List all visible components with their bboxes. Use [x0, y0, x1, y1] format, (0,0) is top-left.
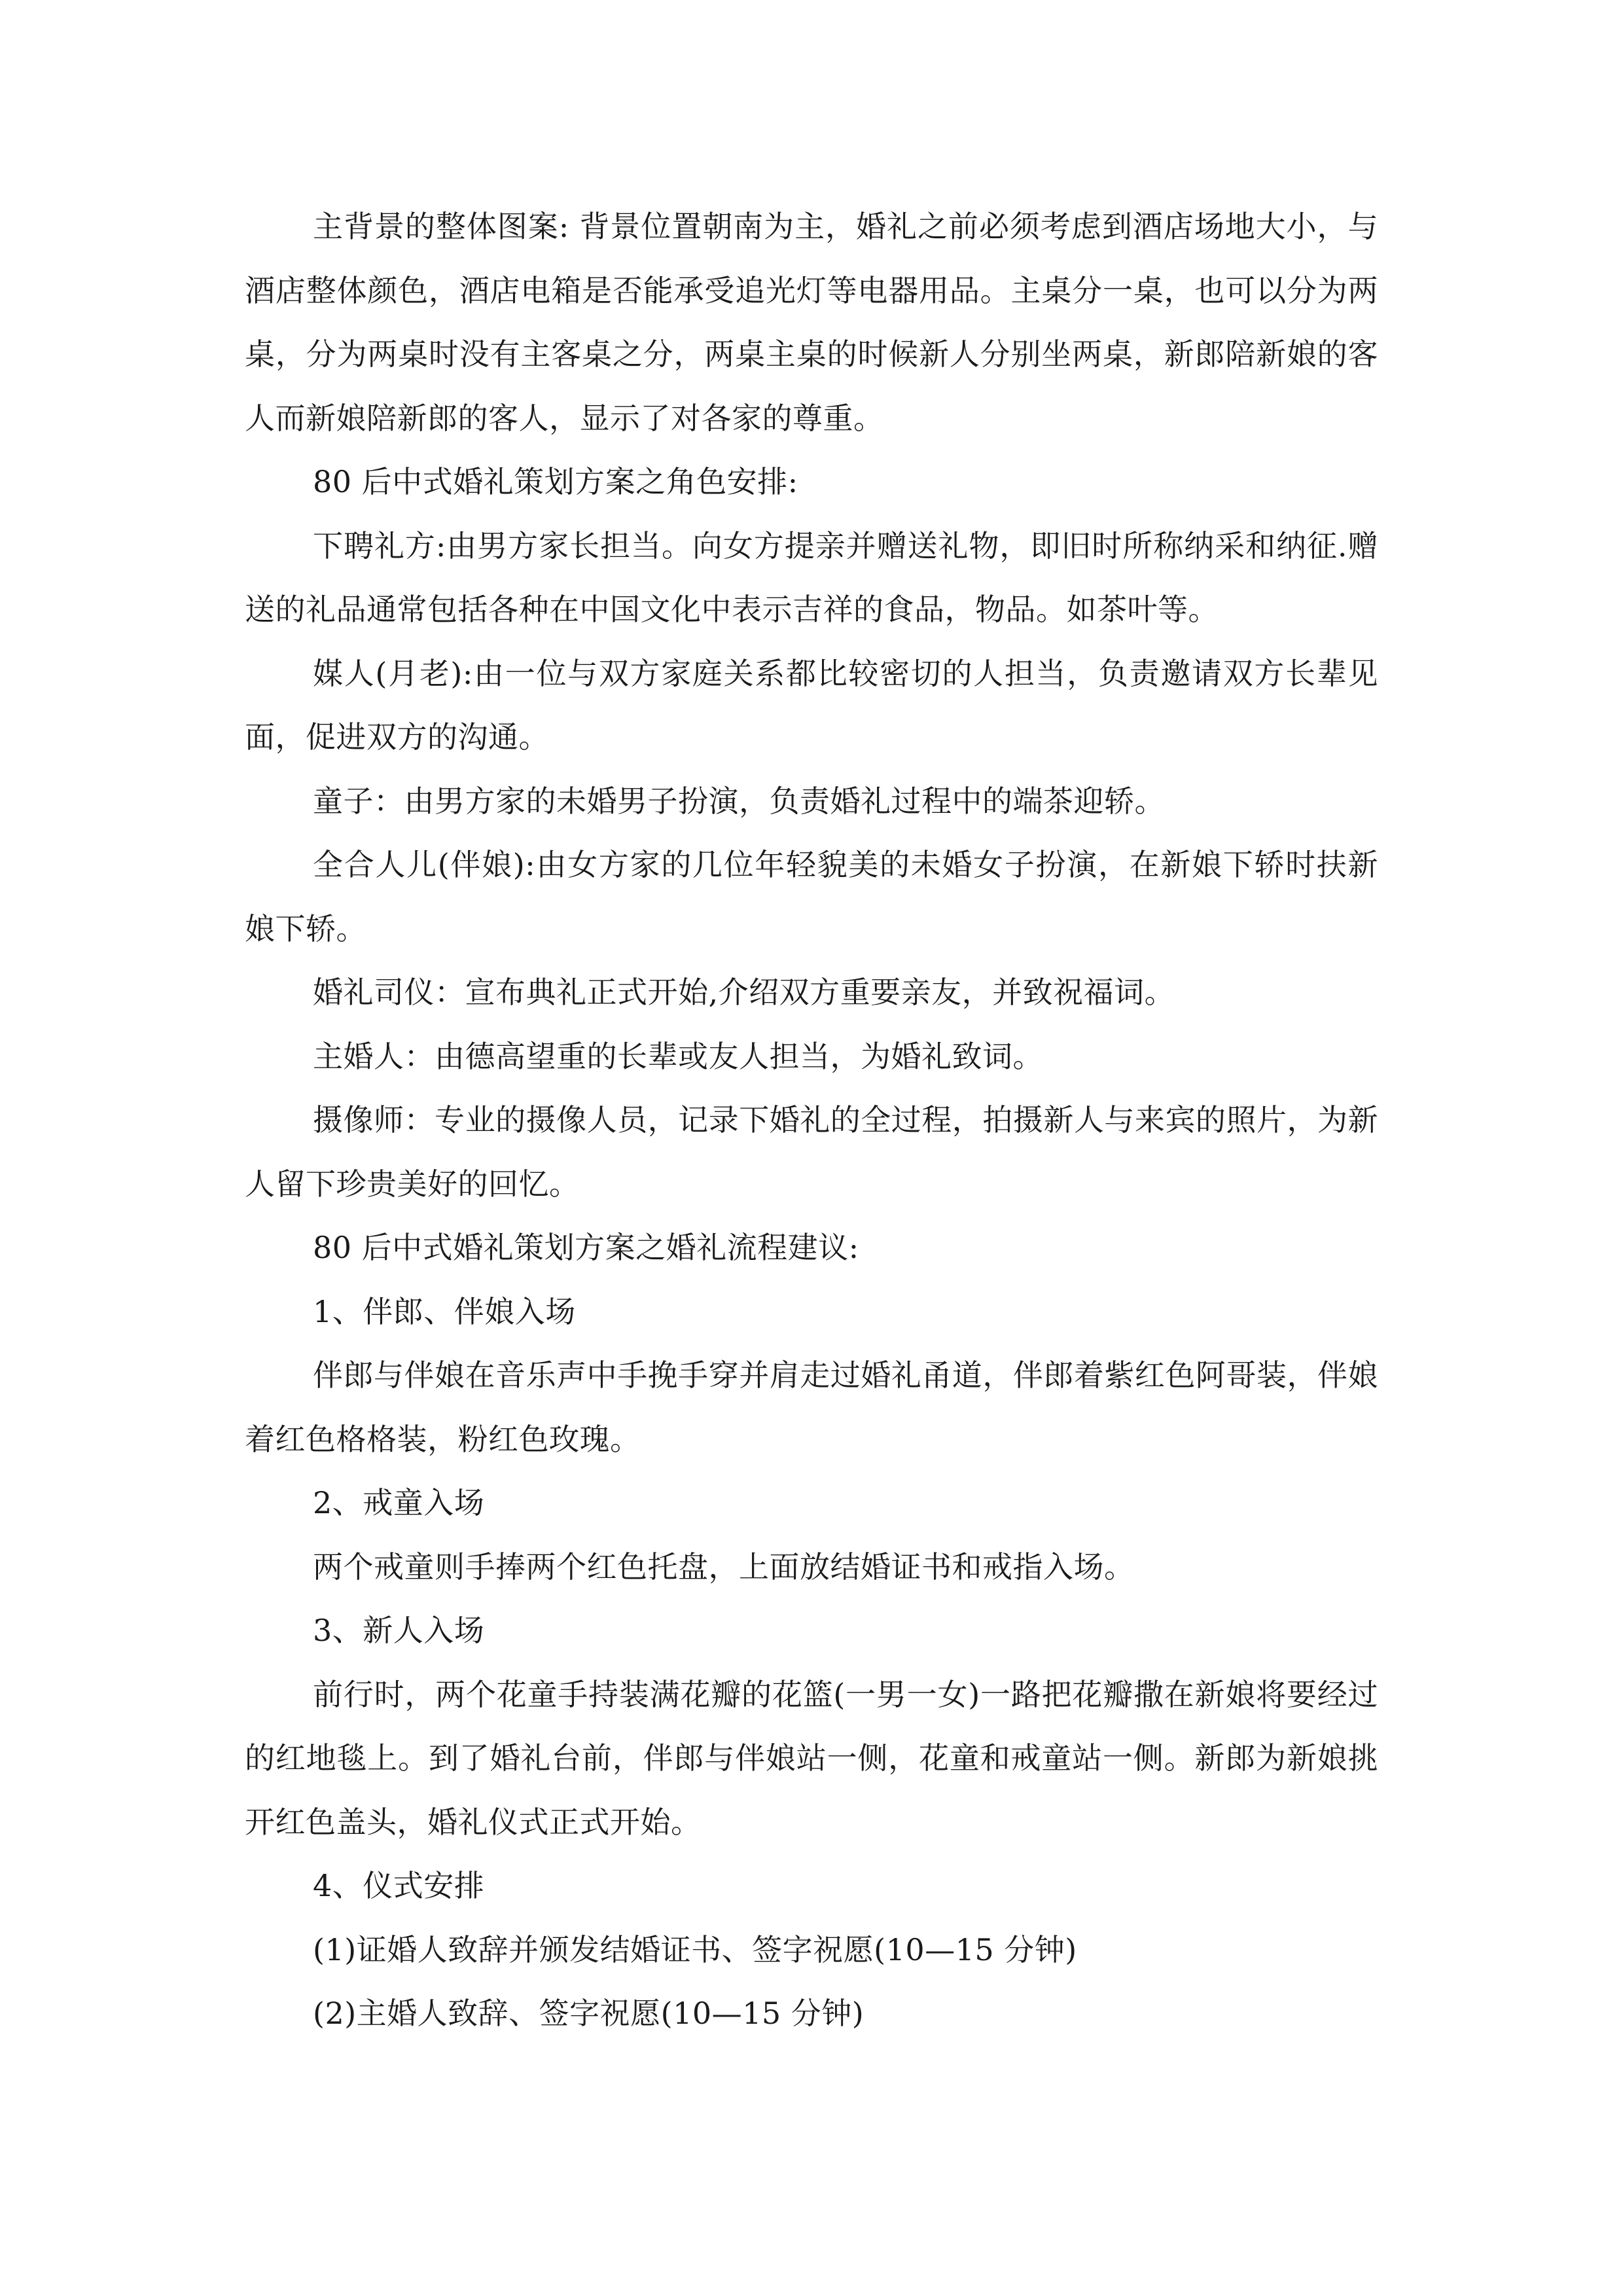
paragraph-background-design: 主背景的整体图案: 背景位置朝南为主，婚礼之前必须考虑到酒店场地大小，与酒店整体颜色，酒店电箱是否能承受追光灯等电器用品。主桌分一桌，也可以分为两桌，分为两桌时没有主客桌之分，两桌主桌的时候新人分别坐两桌，新郎陪新娘的客人而新娘陪新郎的客人，显示了对各家的尊重。	[245, 209, 1378, 436]
paragraph-matchmaker: 媒人(月老):由一位与双方家庭关系都比较密切的人担当，负责邀请双方长辈见面，促进双方的沟通。	[245, 655, 1378, 755]
step-1-description: 伴郎与伴娘在音乐声中手挽手穿并肩走过婚礼甬道，伴郎着紫红色阿哥装，伴娘着红色格格装，粉红色玫瑰。	[245, 1357, 1378, 1457]
paragraph-page-boy: 童子：由男方家的未婚男子扮演，负责婚礼过程中的端茶迎轿。	[313, 783, 1165, 819]
step-2-title: 2、戒童入场	[313, 1485, 485, 1520]
paragraph-betrothal-gift: 下聘礼方:由男方家长担当。向女方提亲并赠送礼物，即旧时所称纳采和纳征.赠送的礼品通常包括各种在中国文化中表示吉祥的食品，物品。如茶叶等。	[245, 528, 1378, 627]
paragraph-officiant: 主婚人：由德高望重的长辈或友人担当，为婚礼致词。	[313, 1038, 1043, 1074]
paragraph-emcee: 婚礼司仪：宣布典礼正式开始,介绍双方重要亲友，并致祝福词。	[313, 975, 1175, 1010]
step-4-item-1: (1)证婚人致辞并颁发结婚证书、签字祝愿(10—15 分钟)	[313, 1931, 1077, 1967]
step-2-description: 两个戒童则手捧两个红色托盘，上面放结婚证书和戒指入场。	[313, 1549, 1135, 1585]
step-3-description: 前行时，两个花童手持装满花瓣的花篮(一男一女)一路把花瓣撒在新娘将要经过的红地毯上。到了婚礼台前，伴郎与伴娘站一侧，花童和戒童站一侧。新郎为新娘挑开红色盖头，婚礼仪式正式开始。	[245, 1676, 1378, 1840]
step-3-title: 3、新人入场	[313, 1613, 485, 1648]
document-body	[245, 195, 1378, 2046]
step-1-title: 1、伴郎、伴娘入场	[313, 1293, 576, 1329]
step-4-title: 4、仪式安排	[313, 1868, 485, 1903]
step-4-item-2: (2)主婚人致辞、签字祝愿(10—15 分钟)	[313, 1996, 865, 2031]
paragraph-videographer: 摄像师：专业的摄像人员，记录下婚礼的全过程，拍摄新人与来宾的照片，为新人留下珍贵美好的回忆。	[245, 1102, 1378, 1202]
heading-ceremony-flow: 80 后中式婚礼策划方案之婚礼流程建议:	[313, 1230, 859, 1265]
paragraph-bridesmaids: 全合人儿(伴娘):由女方家的几位年轻貌美的未婚女子扮演，在新娘下轿时扶新娘下轿。	[245, 847, 1378, 946]
heading-role-arrangement: 80 后中式婚礼策划方案之角色安排:	[313, 464, 798, 499]
